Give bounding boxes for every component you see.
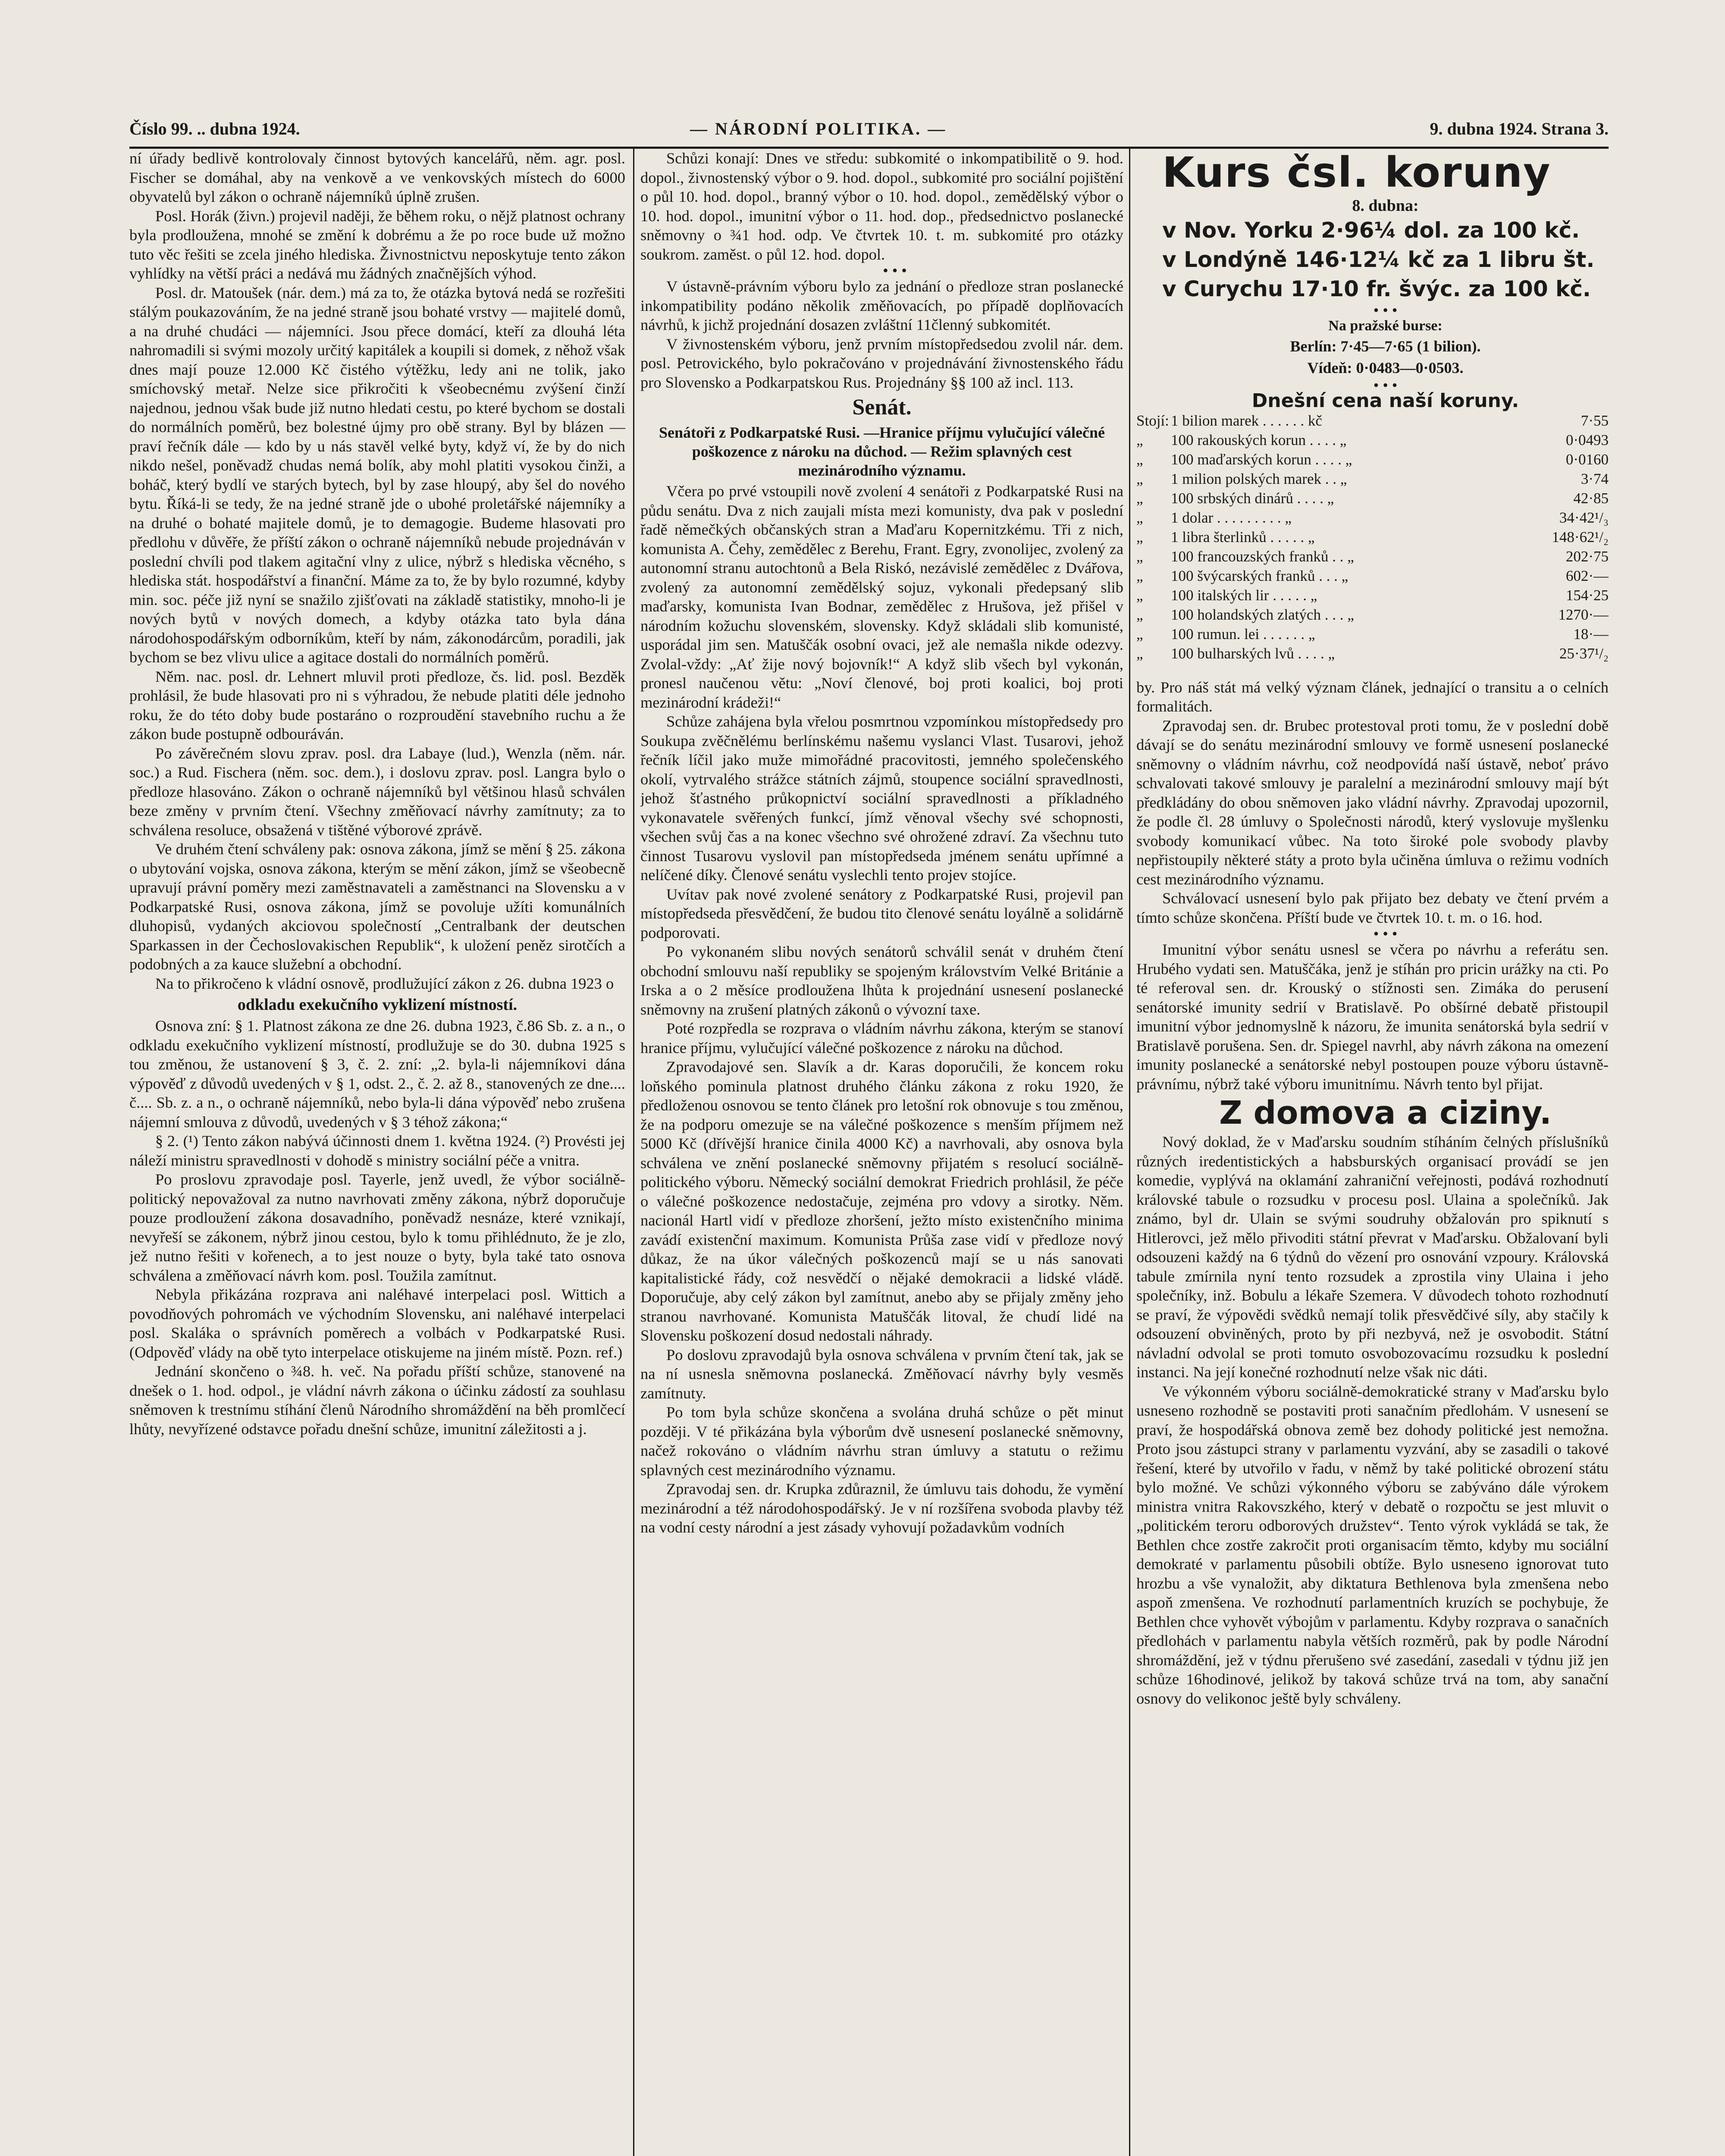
section-heading-senat: Senát. [852, 395, 912, 420]
currency-row-name: 100 maďarských korun . . . . „ [1171, 451, 1352, 468]
article-paragraph: Po závěrečném slovu zprav. posl. dra Labaye (lud.), Wenzla (něm. nár. soc.) a Rud. Fischera (něm. soc. dem.), i doslovu zprav. posl. Langra bylo o předloze hlasováno. Zákon o ochraně nájemníků byl většinou hlasů schválen beze změny v prvním čtení. Všechny změňovací návrhy zamítnuty; za to schválena resoluce, obsažená v tištěné výborové zprávě. [129, 744, 625, 839]
currency-row-prefix: „ [1136, 431, 1143, 448]
article-paragraph: Zpravodaj sen. dr. Krupka zdůraznil, že úmluvu tais dohodu, že vymění mezinárodní a též národohospodářský. Je v ní rozšířena svoboda plavby též na vodní cesty národní a jest zásady vyhovují požadavkům vodních [640, 1480, 1123, 1536]
currency-price-table [1136, 411, 1609, 663]
article-paragraph: Nový doklad, že v Maďarsku soudním stíháním čelných příslušníků různých iredentistických a habsburských organisací provádí se jen komedie, vyplývá na oklamání zahraniční veřejnosti, podává rozhodnutí královské tabule o rozsudku v procesu posl. Ulaina a společníků. Jak známo, byl dr. Ulain se svými soudruhy obžalován pro spiknutí s Hitlerovci, jež mělo přivoditi státní převrat v Maďarsku. Obžalovaní byli odsouzeni každý na 6 týdnů do vězení pro osnování vzpoury. Královská tabule zmírnila nyní tento rozsudek a zprostila viny Ulaina i jeho společníky, inž. Bobulu a lékaře Szemera. V důvodech tohoto rozhodnutí se praví, že výpovědi svědků nemají tolik přesvědčivé síly, aby stačily k odsouzení obviněných, proto by při nezbyvá, než je osvobodit. Státní návladní odvolal se proti tomuto osvobozovacímu rozsudku k poslední instanci. Na její konečné rozhodnutí nelze však nic dáti. [1136, 1133, 1609, 1381]
currency-row-name: 1 libra šterlinků . . . . . „ [1171, 528, 1315, 545]
article-paragraph: Schválovací usnesení bylo pak přijato bez debaty ve čtení prvém a tímto schůze skončena. Příští bude ve čtvrtek 10. t. m. o 16. hod. [1136, 890, 1609, 926]
article-paragraph: Po proslovu zpravodaje posl. Tayerle, jenž uvedl, že výbor sociálně-politický nepovažoval za nutno navrhovati změny zákona, nýbrž doporučuje pouze prodloužení zákona dosavadního, poněvadž nesnáze, které vznikají, nevyřeší se zákonem, nýbrž jinou cestou, bylo k tomu přihlédnuto, že je zlo, jež nutno řešiti v kořenech, a to jest nouze o byty, byla také tato osnova schválena a změňovací návrh kom. posl. Toužila zamítnut. [129, 1171, 625, 1284]
currency-row [1136, 605, 1609, 624]
currency-row [1136, 527, 1609, 547]
currency-row-value: 154·25 [1565, 586, 1609, 604]
prague-rate-vienna: Vídeň: 0·0483—0·0503. [1307, 359, 1464, 376]
article-paragraph: Osnova zní: § 1. Platnost zákona ze dne 26. dubna 1923, č.86 Sb. z. a n., o odkladu exekučního vyklizení místností, prodlužuje se do 30. dubna 1925 s tou změnou, že ustanovení § 3, č. 2. zní: „2. byla-li nájemníkovi dána výpověď z důvodů uvedených v § 1, odst. 2., č. 2. až 8., stanovených ze dne.... č.... Sb. z. a n., o ochraně nájemníků, nebo byla-li dána výpověď nebo zrušena nájemní smlouva z důvodů, uvedených v § 3 téhož zákona;“ [129, 1017, 625, 1131]
currency-row-prefix: „ [1136, 528, 1143, 545]
article-paragraph: Ve druhém čtení schváleny pak: osnova zákona, jímž se mění § 25. zákona o ubytování vojska, osnova zákona, kterým se mění zákon, jímž se všeobecně upravují právní poměry mezi zaměstnavateli a zaměstnanci na Slovensku a v Podkarpatské Rusi, osnova zákona, jímž se povoluje užíti komunálních dluhopisů, vydaných akciovou společností „Centralbank der deutschen Sparkassen in der Čechoslovakischen Republik“, k uložení peněz sirotčích a podobných a za kauce služební a obchodní. [129, 840, 625, 973]
rate-new-york: v Nov. Yorku 2·96¼ dol. za 100 kč. [1162, 217, 1580, 243]
column-3 [1136, 149, 1609, 2156]
separator-dots: • • • [1373, 376, 1398, 394]
article-paragraph: Poté rozpředla se rozprava o vládním návrhu zákona, kterým se stanoví hranice příjmu, vylučující válečné poškozence z nároku na důchod. [640, 1020, 1123, 1056]
rate-zurich: v Curychu 17·10 fr. švýc. za 100 kč. [1162, 276, 1591, 301]
separator-dots: • • • [1373, 301, 1398, 319]
currency-row-name: 100 švýcarských franků . . . „ [1171, 567, 1349, 584]
article-paragraph: Něm. nac. posl. dr. Lehnert mluvil proti předloze, čs. lid. posl. Bezděk prohlásil, že bude hlasovati pro ni s výhradou, že nebude platiti déle jednoho roku, že do této doby bude postaráno o rozproudění stavebního ruchu a že zákon bude postupně odbouráván. [129, 667, 625, 743]
article-paragraph: by. Pro náš stát má velký význam článek, jednající o transitu a o celních formalitách. [1136, 678, 1609, 715]
currency-row-name: 100 francouzských franků . . „ [1171, 548, 1354, 565]
article-paragraph: Jednání skončeno o ¾8. h. več. Na pořadu příští schůze, stanovené na dnešek o 1. hod. odpol., je vládní návrh zákona o účinku zádostí za souhlasu sněmoven k trestnímu stíhání členů Národního shromáždění na běh promlčecí lhůty, nevyřízené odstavce pořadu dnešní schůze, imunitní záležitosti a j. [129, 1363, 625, 1438]
section-subheading-senat: Senátoři z Podkarpatské Rusi. —Hranice příjmu vylučující válečné poškozence z nároku na důchod. — Režim splavných cest mezinárodního významu. [659, 424, 1105, 479]
article-paragraph: Po doslovu zpravodajů byla osnova schválena v prvním čtení tak, jak se na ní usnesla sněmovna poslanecká. Změňovací návrhy byly vesměs zamítnuty. [640, 1346, 1123, 1402]
currency-row-value: 0·0493 [1565, 431, 1609, 448]
column-1 [129, 149, 625, 2156]
currency-row-value: 25·37¹/₂ [1559, 645, 1609, 662]
article-paragraph: § 2. (¹) Tento zákon nabývá účinnosti dnem 1. května 1924. (²) Provésti jej náleží ministru spravedlnosti v dohodě s ministry sociální péče a vnitra. [129, 1132, 625, 1169]
article-paragraph: Po vykonaném slibu nových senátorů schválil senát v druhém čtení obchodní smlouvu naší republiky se spojeným královstvím Velké Británie a Irska a o 2 měsíce prodloužena lhůta k projednání usnesení poslanecké sněmovny na zrušení platných zákonů o vývozní taxe. [640, 943, 1123, 1018]
currency-row-value: 34·42¹/₃ [1559, 509, 1609, 526]
currency-row-prefix: „ [1136, 625, 1143, 642]
section-heading-zdomova: Z domova a ciziny. [1219, 1094, 1552, 1131]
article-paragraph: V ústavně-právním výboru bylo za jednání o předloze stran poslanecké inkompatibility podáno několik změňovacích, po případě doplňovacích návrhů, k jichž projednání dosazen zvláštní 11členný subkomitét. [640, 278, 1123, 333]
currency-row-value: 18·— [1573, 625, 1609, 642]
header-date-page: 9. dubna 1924. Strana 3. [1430, 119, 1609, 138]
article-paragraph: Zpravodajové sen. Slavík a dr. Karas doporučili, že koncem roku loňského pominula platnost druhého článku zákona z roku 1920, že předloženou osnovou se tento článek pro letošní rok obnovuje s tou změnou, že na podporu omezuje se na válečné poškozence s menším příjmem než 5000 Kč (dřívější hranice činila 4000 Kč) a navrhovali, aby osnova byla schválena ve znění poslanecké sněmovny přijatém s resolucí sociálně-politického výboru. Německý sociální demokrat Friedrich prohlásil, že péče o válečné poškozence nedostačuje, zejména pro vdovy a sirotky. Něm. nacionál Hartl vidí v předloze zhoršení, ježto místo existenčního minima zavádí existenční maximum. Komunista Průša zase vidí v předloze nový důkaz, že na úkor válečných poškozenců mají se u nás sanovati kapitalistické řády, což nesvědčí o nějaké demokracii a lidské vládě. Doporučuje, aby celý zákon byl zamítnut, anebo aby se přijaly změny jeho stranou navrhované. Komunista Matuščák litoval, že chudí lidé na Slovensku poškození dosud nedostali náhrady. [640, 1058, 1123, 1344]
currency-row-prefix: Stojí: [1136, 412, 1169, 429]
article-paragraph: ní úřady bedlivě kontrolovaly činnost bytových kancelářů, něm. agr. posl. Fischer se domáhal, aby na venkově a ve venkovských místech do 6000 obyvatelů byl zákon o ochraně nájemníků úplně zrušen. [129, 150, 625, 205]
currency-row-name: 1 milion polských marek . . „ [1171, 470, 1347, 487]
currency-row-prefix: „ [1136, 567, 1143, 584]
article-paragraph: Schůzi konají: Dnes ve středu: subkomité o inkompatibilitě o 9. hod. dopol., živnostenský výbor o 9. hod. dopol., subkomité pro sociální pojištění o půl 10. hod. dopol., branný výbor o 10. hod. dopol., zemědělský výbor o 10. hod. dopol., imunitní výbor o 11. hod. dop., předsednictvo poslanecké sněmovny o ¾1 hod. odp. Ve čtvrtek 10. t. m. subkomité pro otázky soukrom. zaměst. o půl 12. hod. dopol. [640, 150, 1123, 263]
article-paragraph: Nebyla přikázána rozprava ani naléhavé interpelaci posl. Wittich a povodňových pohromách ve východním Slovensku, ani naléhavé interpelaci posl. Skaláka o správních poměrech a volbách v Podkarpatské Rusi. (Odpověď vlády na obě tyto interpelace otiskujeme na jiném místě. Pozn. ref.) [129, 1286, 625, 1361]
currency-row [1136, 430, 1609, 450]
currency-row-value: 602·— [1565, 567, 1609, 584]
currency-row [1136, 624, 1609, 644]
currency-row-name: 1 dolar . . . . . . . . . „ [1171, 509, 1292, 526]
currency-row [1136, 489, 1609, 508]
exchange-rate-title: Kurs čsl. koruny [1162, 149, 1551, 197]
column-rule-2 [1129, 149, 1130, 2156]
currency-row-prefix: „ [1136, 645, 1143, 662]
article-paragraph: Imunitní výbor senátu usnesl se včera po návrhu a referátu sen. Hrubého vydati sen. Matuščáka, jenž je stíhán pro pricin urážky na cti. Po té referoval sen. dr. Krouský o stížnosti sen. Zimáka do perusení senátorské imunity sedrií v Bratislavě. Po obšírné debatě přistoupil imunitní výbor jednomyslně k názoru, že imunita senátorská byla sedrií v Bratislavě porušena. Sen. dr. Spiegel navrhl, aby návrh zákona na omezení imunity poslanecké a senátorské nebyl postoupen pouze výboru ústavně-právnímu, nýbrž také výboru imunitnímu. Návrh tento byl přijat. [1136, 941, 1609, 1093]
currency-row-prefix: „ [1136, 606, 1143, 623]
article-paragraph: Po tom byla schůze skončena a svolána druhá schůze o pět minut později. V té přikázána byla výborům dvě usnesení poslanecké sněmovny, načež rokováno o vládním návrhu stran úmluvy a statutu o režimu splavných cest mezinárodního významu. [640, 1404, 1123, 1479]
currency-row-value: 42·85 [1573, 489, 1609, 507]
article-paragraph: Na to přikročeno k vládní osnově, prodlužující zákon z 26. dubna 1923 o [155, 975, 614, 992]
currency-row-name: 100 italských lir . . . . . „ [1171, 586, 1317, 604]
column-2 [640, 149, 1123, 2156]
column-rule-1 [633, 149, 634, 2156]
article-paragraph: Posl. Horák (živn.) projevil naději, že během roku, o nějž platnost ochrany byla prodloužena, mnohé se změní k dobrému a že po roce bude už možno tuto věc řešiti se zcela jiného hlediska. Živnostnictvu neposkytuje tento zákon vyhlídky na větší práci a nedává mu žádných značnějších výhod. [129, 207, 625, 282]
article-paragraph: Zpravodaj sen. dr. Brubec protestoval proti tomu, že v poslední době dávají se do senátu mezinárodní smlouvy ve formě usnesení poslanecké sněmovny o vládním návrhu, což neodpovídá naší ústavě, neboť právo schvalovati takové smlouvy je paralelní a mezinárodní smlouvy mají být předkládány do obou sněmoven jako vládní návrhy. Zpravodaj upozornil, že podle čl. 28 úmluvy o Společnosti národů, který vyslovuje myšlenku svobody komunikací vůbec. Na toto široké pole svobody plavby nepřistoupily některé státy a proto byla učiněna úmluva o režimu vodních cest mezinárodního významu. [1136, 717, 1609, 888]
currency-row-name: 100 rumun. lei . . . . . . „ [1171, 625, 1315, 642]
currency-row-value: 1270·— [1558, 606, 1609, 623]
article-paragraph: V živnostenském výboru, jenž prvním místopředsedou zvolil nár. dem. posl. Petrovického, bylo pokračováno v projednávání živnostenského řádu pro Slovensko a Podkarpatskou Rus. Projednány §§ 100 až incl. 113. [640, 335, 1123, 391]
currency-row-name: 1 bilion marek . . . . . . kč [1171, 412, 1322, 429]
currency-row-value: 7·55 [1581, 412, 1609, 429]
rate-london: v Londýně 146·12¼ kč za 1 libru št. [1162, 247, 1595, 272]
currency-row-name: 100 holandských zlatých . . . „ [1171, 606, 1354, 623]
currency-row-value: 0·0160 [1565, 451, 1609, 468]
exchange-rate-box [1136, 149, 1609, 663]
header-title: — NÁRODNÍ POLITIKA. — [690, 119, 947, 138]
currency-row-prefix: „ [1136, 586, 1143, 604]
currency-row [1136, 566, 1609, 586]
article-paragraph: Uvítav pak nové zvolené senátory z Podkarpatské Rusi, projevil pan místopředseda přesvědčení, že budou tito členové senátu loyálně a solidárně podporovati. [640, 885, 1123, 941]
article-paragraph: Posl. dr. Matoušek (nár. dem.) má za to, že otázka bytová nedá se rozřešiti stálým poukazováním, že na jedné straně jsou bohaté vrstvy — majitelé domů, a na druhé chudáci — nájemníci. Jsou přece domácí, kteří za dlouhá léta nahromadili si svými mozoly určitý kapitálek a koupili si domek, z něhož však dnes mají pouze 12.000 Kč čistého výtěžku, ledy ani ne tolik, jako smíchovský metař. Nelze sice přikročiti k všeobecnému zvýšení činží najednou, jednou však bude již nutno hledati cestu, po které bychom se dostali do normálních poměrů, bez bolestné újmy pro obě strany. Byl by blázen — praví řečník dále — kdo by u nás stavěl velké byty, když ví, že by do nich nikdo nešel, poněvadž chudas nemá bolík, aby mohl platiti vysokou činži, a boháč, který bydlí ve starých bytech, byl by zase hloupý, aby šel do nového bytu. Říká-li se tedy, že na jedné straně jde o ubohé proletářské nájemníky a na druhé o bohaté majitele domů, je to demagogie. Budeme hlasovati pro předlohu v důvěře, že příští zákon o ochraně nájemníků nebude projednáván v poslední chvíli pod tlakem agitační vlny z ulice, nýbrž s hlediska věcného, s hlediska stát. hospodářství a finanční. Máme za to, že by bylo rozumné, kdyby min. soc. péče již nyní se snažilo zjišťovati na základě statistiky, mnoho-li je nových bytů v nových domech, a kdyby otázka tato byla dána národohospodářským odborníkům, kteří by nám, zákonodárcům, poradili, jak bychom se bez vlivu ulice a agitace dostali do normálních poměrů. [129, 284, 625, 666]
currency-row-value: 3·74 [1581, 470, 1609, 487]
section-heading-odklad: odkladu exekučního vyklizení místností. [237, 996, 518, 1014]
prague-rate-berlin: Berlín: 7·45—7·65 (1 bilion). [1290, 338, 1481, 355]
article-paragraph: Ve výkonném výboru sociálně-demokratické strany v Maďarsku bylo usneseno rozhodně se postaviti proti sanačním předlohám. V usnesení se praví, že hospodářská obnova země bez dohody politické jest nemožna. Proto jsou zástupci strany v parlamentu vyzvání, aby se zasadili o takové řešení, které by utvořilo v řadu, v němž by také politické obrození státu bylo možné. Ve schůzi výkonného výboru se zabýváno dále výrokem ministra vnitra Rakovszkého, který v debatě o rozpočtu se jest mluvit o „politickém teroru odborových družstev“. Tento výrok vykládá se tak, že Bethlen chce zostře zakročit proti organisacím těmto, kdyby mu sociální demokraté v parlamentu působili obtíže. Bylo usneseno ignorovat tuto hrozbu a vše vynaložit, aby diktatura Bethlenova byla zmenšena nebo aspoň zmenšena. Ve rozhodnutí parlamentních kruzích se pochybuje, že Bethlen chce vyhovět výbojům v parlamentu. Kdyby rozprava o sanačních předlohách v parlamentu nabyla větších rozměrů, pak by podle Národní shromáždění, jež v týdnu přerušeno své zasedání, zasedali v týdnu již jen schůze 16hodinové, jelikož by taková schůze trvá na tom, aby sanační osnovy do velikonoc ještě byly schváleny. [1136, 1382, 1609, 1707]
article-paragraph: Včera po prvé vstoupili nově zvolení 4 senátoři z Podkarpatské Rusi na půdu senátu. Dva z nich zaujali místa mezi komunisty, dva pak v poslední řadě němečkých občanských stran a Maďaru Kopernitzkému. Tři z nich, komunista A. Čehy, zemědělec z Berehu, Frant. Egry, zvonolijec, zvolený za autonomní stranu autochtonů a Bela Riskó, nezávislé zemědělec z Dvářova, zvolený za autonomní zemědělský sojuz, vykonali předepsaný slib maďarsky, komunista Ivan Bodnar, zemědělec z Hrušova, jež přišel v národním kožuchu slovenském, slovensky. Když skládali slib komunisté, usporádal jim sen. Matuščák osobní ovaci, jež ale nemašla nikde odezvy. Zvolal-vždy: „Ať žije nový bojovník!“ A když slib všech byl vykonán, pronesl naučenou větu: „Noví členové, boj proti koalici, boj proti mezinárodní krádeži!“ [640, 483, 1123, 711]
currency-row-prefix: „ [1136, 509, 1143, 526]
currency-row-value: 148·62¹/₂ [1552, 528, 1609, 545]
currency-price-heading: Dnešní cena naší koruny. [1251, 390, 1519, 412]
page-header [129, 110, 1609, 144]
prague-exchange-heading: Na pražské burse: [1328, 317, 1443, 334]
header-issue: Číslo 99. .. dubna 1924. [129, 119, 300, 138]
currency-row [1136, 644, 1609, 663]
currency-row-prefix: „ [1136, 548, 1143, 565]
currency-row [1136, 547, 1609, 566]
separator-dots: • • • [1373, 925, 1398, 942]
currency-row-prefix: „ [1136, 489, 1143, 507]
currency-row [1136, 469, 1609, 489]
exchange-rate-date: 8. dubna: [1352, 197, 1419, 215]
currency-row [1136, 450, 1609, 469]
currency-row [1136, 586, 1609, 605]
currency-row-value: 202·75 [1565, 548, 1609, 565]
currency-row-name: 100 srbských dinárů . . . . „ [1171, 489, 1334, 507]
separator-dots: • • • [883, 262, 907, 279]
currency-row [1136, 411, 1609, 430]
currency-row-prefix: „ [1136, 451, 1143, 468]
currency-row-prefix: „ [1136, 470, 1143, 487]
currency-row-name: 100 rakouských korun . . . . „ [1171, 431, 1347, 448]
currency-row [1136, 508, 1609, 527]
article-paragraph: Schůze zahájena byla vřelou posmrtnou vzpomínkou místopředsedy pro Soukupa zvěčnělému berlínskému našemu vyslanci Vlast. Tusarovi, jehož řečník líčil jako muže mimořádné pracovitosti, jemného společenského okolí, vytrvalého strážce státních zájmů, stoupence sociální spravedlnosti, jehož šťastného průkopnictví sociální spravedlnosti a příkladného vykonavatele svěřených funkcí, jímž věnoval všechy své schopnosti, všechen svůj čas a na konec všechno své ohrožené zdraví. Za všechnu tuto činnost Tusarovu vyslovil pan místopředseda jménem senátu upřímné a nelíčené díky. Členové senátu vyslechli tento projev stojíce. [640, 713, 1123, 884]
currency-row-name: 100 bulharských lvů . . . . „ [1171, 645, 1335, 662]
